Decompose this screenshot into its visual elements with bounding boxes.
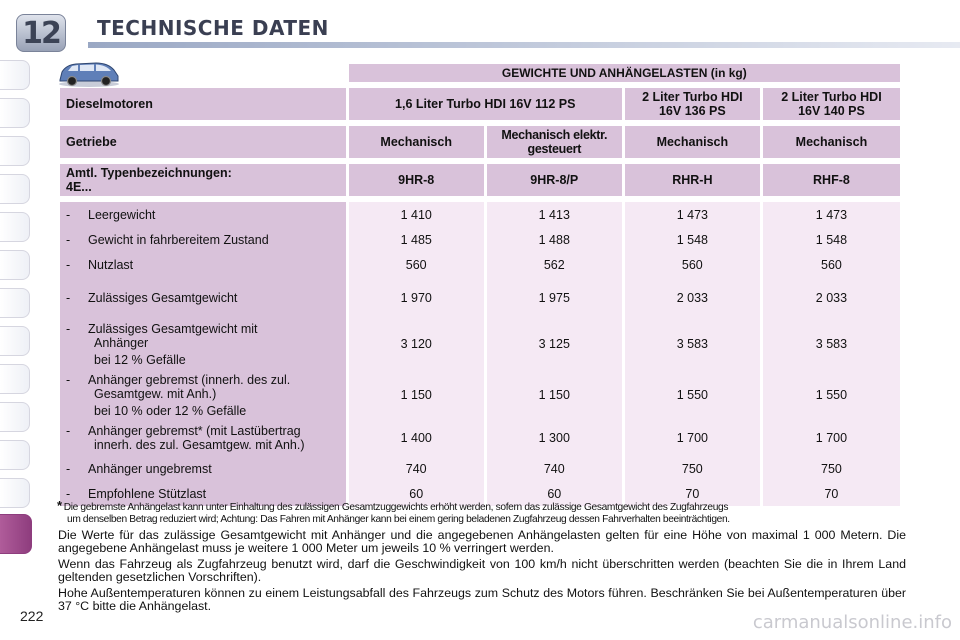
table-row: - Anhänger gebremst (innerh. des zul. Gesamtgew. mit Anh.) bei 10 % oder 12 % Gefälle 1 150 1 150 1 550 1 550 <box>60 370 900 420</box>
type-value: 9HR-8/P <box>487 164 622 196</box>
table-row: - Anhänger ungebremst 740 740 750 750 <box>60 456 900 482</box>
gearbox-value: Mechanisch <box>763 126 900 158</box>
type-value: RHR-H <box>625 164 760 196</box>
header-band <box>88 42 960 48</box>
table-row: - Zulässiges Gesamtgewicht 1 970 1 975 2 033 2 033 <box>60 278 900 318</box>
engine-a: 1,6 Liter Turbo HDI 16V 112 PS <box>349 88 622 120</box>
paragraph-speed: Wenn das Fahrzeug als Zugfahrzeug benutzt wird, darf die Geschwindigkeit von 100 km/h nicht überschritten werden (beachten Sie die in Ihrem Land geltenden gesetzlichen Vorschriften). <box>58 557 906 584</box>
chapter-tab[interactable] <box>0 250 30 280</box>
table-row: - Nutzlast 560 562 560 560 <box>60 252 900 278</box>
page-number: 222 <box>20 608 44 624</box>
chapter-tab[interactable] <box>0 478 30 508</box>
table-row: - Empfohlene Stützlast 60 60 70 70 <box>60 482 900 506</box>
paragraph-altitude: Die Werte für das zulässige Gesamtgewicht mit Anhänger und die angegebenen Anhängelasten gelten für eine Höhe von maximal 1 000 Metern. Die angegebene Anhängelast muss je weitere 1 000 Meter um jeweils 10 % verringert werden. <box>58 528 906 555</box>
chapter-tab-strip <box>0 60 34 590</box>
table-footnote: * Die gebremste Anhängelast kann unter Einhaltung des zulässigen Gesamtzuggewichts erhöht werden, sofern das zulässige Gesamtgewicht des Zugfahrzeugs um denselben Betrag reduziert wird; Achtung: Das Fahren mit Anhänger kann bei einem gering beladenen Zugfahrzeug dessen Fahrverhalten beeinträchtigen. <box>57 498 730 525</box>
chapter-tab[interactable] <box>0 98 30 128</box>
chapter-tab-active[interactable] <box>0 514 32 554</box>
gearbox-label: Getriebe <box>60 126 346 158</box>
chapter-tab[interactable] <box>0 440 30 470</box>
type-label: Amtl. Typenbezeichnungen: 4E... <box>60 164 346 196</box>
weights-table <box>57 64 903 506</box>
chapter-number-badge: 12 <box>16 14 66 52</box>
chapter-tab[interactable] <box>0 402 30 432</box>
page-header <box>0 0 960 58</box>
engine-d: 2 Liter Turbo HDI 16V 140 PS <box>763 88 900 120</box>
gearbox-row <box>60 126 900 158</box>
chapter-tab[interactable] <box>0 60 30 90</box>
engine-row <box>60 88 900 120</box>
table-caption: GEWICHTE UND ANHÄNGELASTEN (in kg) <box>349 64 900 82</box>
type-value: 9HR-8 <box>349 164 484 196</box>
table-row: - Zulässiges Gesamtgewicht mit Anhänger bei 12 % Gefälle 3 120 3 125 3 583 3 583 <box>60 318 900 370</box>
page-title: TECHNISCHE DATEN <box>97 16 329 40</box>
chapter-tab[interactable] <box>0 326 30 356</box>
engine-c: 2 Liter Turbo HDI 16V 136 PS <box>625 88 760 120</box>
chapter-tab[interactable] <box>0 174 30 204</box>
paragraph-temperature: Hohe Außentemperaturen können zu einem Leistungsabfall des Fahrzeugs zum Schutz des Motors führen. Beschränken Sie bei Außentemperaturen über 37 °C bitte die Anhängelast. <box>58 586 906 613</box>
table-row: - Leergewicht 1 410 1 413 1 473 1 473 <box>60 202 900 227</box>
table-row: - Gewicht in fahrbereitem Zustand 1 485 1 488 1 548 1 548 <box>60 227 900 252</box>
chapter-tab[interactable] <box>0 288 30 318</box>
gearbox-value: Mechanisch <box>625 126 760 158</box>
chapter-tab[interactable] <box>0 212 30 242</box>
chapter-tab[interactable] <box>0 364 30 394</box>
gearbox-value: Mechanisch <box>349 126 484 158</box>
type-row <box>60 164 900 196</box>
chapter-tab[interactable] <box>0 136 30 166</box>
gearbox-value: Mechanisch elektr. gesteuert <box>487 126 622 158</box>
watermark: carmanualsonline.info <box>752 612 952 633</box>
table-row: - Anhänger gebremst* (mit Lastübertrag innerh. des zul. Gesamtgew. mit Anh.) 1 400 1 300 1 700 1 700 <box>60 420 900 456</box>
type-value: RHF-8 <box>763 164 900 196</box>
engine-label: Dieselmotoren <box>60 88 346 120</box>
